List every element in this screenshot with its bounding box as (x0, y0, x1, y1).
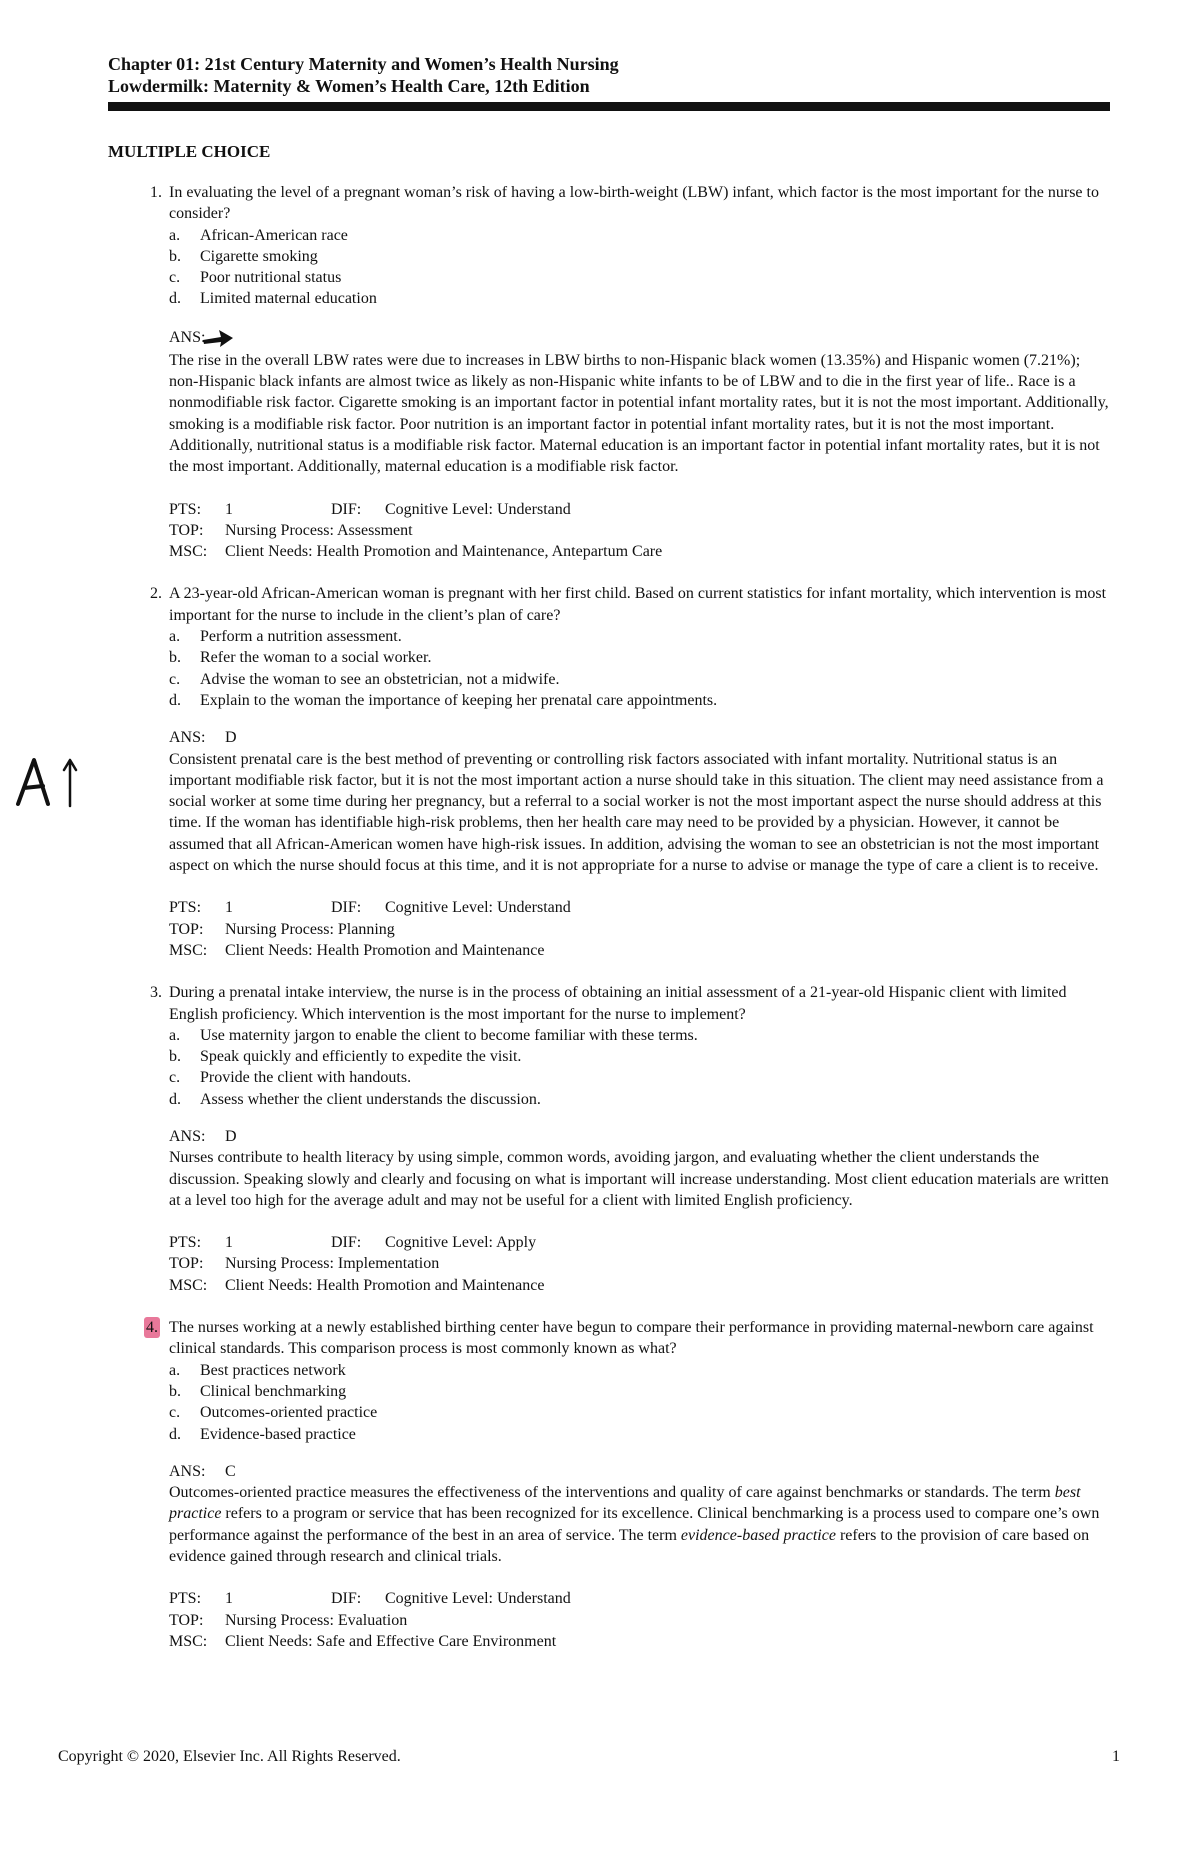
option-b (169, 1381, 1109, 1402)
page-number: 1 (1112, 1748, 1120, 1765)
answer-rationale: Nurses contribute to health literacy by using simple, common words, avoiding jargon, and evaluating whether the client understands the discussion. Speaking slowly and clearly and focusing on what is important will increase understanding. Most client education materials are written at a level too high for the average adult and may not be useful for a client with limited English proficiency. (169, 1149, 1109, 1209)
option-a (169, 626, 1109, 647)
pts-label: PTS: (169, 899, 202, 917)
top-label: TOP: (169, 920, 204, 938)
option-letter: d. (169, 1090, 181, 1108)
answer-rationale (169, 1482, 1109, 1567)
option-text: Limited maternal education (200, 290, 377, 308)
option-letter: d. (169, 691, 181, 709)
dif-label: DIF: (331, 899, 362, 917)
questions-list (0, 182, 1200, 1673)
question-stem: The nurses working at a newly established birthing center have begun to compare their performance in providing maternal-newborn care against clinical standards. This comparison process is most commonly known as what? (169, 1319, 1094, 1358)
option-text: Outcomes-oriented practice (200, 1404, 378, 1422)
option-letter: c. (169, 670, 181, 688)
option-text: Cigarette smoking (200, 247, 318, 265)
book-title: Lowdermilk: Maternity & Women’s Health Care, 12th Edition (108, 76, 590, 96)
dif-value: Cognitive Level: Understand (385, 500, 571, 518)
answer-label: ANS: (169, 1462, 206, 1480)
dif-label: DIF: (331, 500, 362, 518)
dif-label: DIF: (331, 1234, 362, 1252)
option-a (169, 1360, 1109, 1381)
top-label: TOP: (169, 521, 204, 539)
question-stem: A 23-year-old African-American woman is pregnant with her first child. Based on current statistics for infant mortality, which intervention is most important for the nurse to include in the client’s plan of care? (169, 585, 1107, 624)
question-metadata (169, 1232, 1109, 1296)
option-d (169, 1424, 1109, 1445)
msc-value: Client Needs: Safe and Effective Care Environment (225, 1632, 557, 1650)
pts-label: PTS: (169, 1590, 202, 1608)
option-c (169, 669, 1109, 690)
rationale-text: refers to a program or service that has been recognized for its excellence. Clinical benchmarking is a process used to compare one’s own performance against the performance of the best in an area of service. The term (169, 1505, 1100, 1544)
option-letter: a. (169, 628, 181, 646)
option-b (169, 647, 1109, 668)
pts-value: 1 (225, 1234, 233, 1252)
msc-label: MSC: (169, 941, 208, 959)
pts-label: PTS: (169, 1234, 202, 1252)
answer-value: D (225, 729, 237, 747)
dif-value: Cognitive Level: Apply (385, 1234, 537, 1252)
answer-value: D (225, 1127, 237, 1145)
question-metadata (169, 1588, 1109, 1652)
top-label: TOP: (169, 1611, 204, 1629)
option-text: Advise the woman to see an obstetrician, not a midwife. (200, 670, 560, 688)
option-text: Assess whether the client understands the discussion. (200, 1090, 541, 1108)
page-footer (58, 1748, 1120, 1766)
option-text: Evidence-based practice (200, 1425, 356, 1443)
option-letter: c. (169, 1404, 181, 1422)
question-metadata (169, 499, 1109, 563)
answer-label: ANS: (169, 729, 206, 747)
rationale-text: Outcomes-oriented practice measures the effectiveness of the interventions and quality of care against benchmarks or standards. The term (169, 1484, 1055, 1502)
option-a (169, 225, 1109, 246)
answer-row (169, 1461, 1109, 1482)
question-1 (0, 182, 1200, 562)
msc-value: Client Needs: Health Promotion and Maintenance, Antepartum Care (225, 543, 663, 561)
answer-rationale: Consistent prenatal care is the best method of preventing or controlling risk factors associated with infant mortality. Nutritional status is an important modifiable risk factor, but it is not the most important action a nurse should take in this situation. The client may need assistance from a social worker at some time during her pregnancy, but a referral to a social worker is not the most important aspect the nurse should address at this time. If the woman has identifiable high-risk problems, then her health care may need to be provided by a physician. However, it cannot be assumed that all African-American women have high-risk issues. In addition, advising the woman to see an obstetrician is not the most important aspect on which the nurse should focus at this time, and it is not appropriate for a nurse to advise or manage the type of care a client is to receive. (169, 750, 1104, 875)
pts-value: 1 (225, 500, 233, 518)
handwritten-annotation-icon (12, 752, 84, 810)
answer-label: ANS: (169, 1127, 206, 1145)
option-letter: d. (169, 1425, 181, 1443)
question-stem: In evaluating the level of a pregnant woman’s risk of having a low-birth-weight (LBW) infant, which factor is the most important for the nurse to consider? (169, 184, 1099, 223)
msc-value: Client Needs: Health Promotion and Maintenance (225, 941, 545, 959)
dif-value: Cognitive Level: Understand (385, 899, 571, 917)
option-text: Perform a nutrition assessment. (200, 628, 402, 646)
question-metadata (169, 897, 1109, 961)
rationale-term: best practice (169, 1484, 1081, 1523)
option-d (169, 1089, 1109, 1110)
option-letter: c. (169, 269, 181, 287)
answer-row (169, 326, 1109, 350)
option-c (169, 1067, 1109, 1088)
answer-label: ANS: (169, 329, 206, 347)
top-value: Nursing Process: Planning (225, 920, 395, 938)
msc-label: MSC: (169, 1276, 208, 1294)
answer-value: C (225, 1462, 236, 1480)
chapter-title: Chapter 01: 21st Century Maternity and Women’s Health Nursing (108, 54, 619, 74)
top-label: TOP: (169, 1255, 204, 1273)
option-text: Explain to the woman the importance of keeping her prenatal care appointments. (200, 691, 718, 709)
answer-rationale: The rise in the overall LBW rates were due to increases in LBW births to non-Hispanic black women (13.35%) and Hispanic women (7.21%); non-Hispanic black infants are almost twice as likely as non-Hispanic white infants to be of LBW and to die in the first year of life.. Race is a nonmodifiable risk factor. Cigarette smoking is an important factor in potential infant mortality rates, but it is not the most important. Additionally, smoking is a modifiable risk factor. Poor nutrition is an important factor in potential infant mortality rates, but it is not the most important. Additionally, nutritional status is a modifiable risk factor. Maternal education is an important factor in potential infant mortality rates, but it is not the most important. Additionally, maternal education is a modifiable risk factor. (169, 351, 1109, 476)
option-letter: b. (169, 1048, 181, 1066)
option-letter: c. (169, 1069, 181, 1087)
question-stem: During a prenatal intake interview, the nurse is in the process of obtaining an initial assessment of a 21-year-old Hispanic client with limited English proficiency. Which intervention is the most important for the nurse to implement? (169, 984, 1067, 1023)
question-number: 1. (150, 184, 162, 201)
top-value: Nursing Process: Evaluation (225, 1611, 408, 1629)
copyright-text: Copyright © 2020, Elsevier Inc. All Rights Reserved. (58, 1748, 401, 1765)
option-letter: b. (169, 247, 181, 265)
option-letter: a. (169, 1026, 181, 1044)
dif-value: Cognitive Level: Understand (385, 1590, 571, 1608)
question-number-highlighted: 4. (144, 1317, 160, 1338)
section-title: MULTIPLE CHOICE (108, 142, 271, 161)
option-d (169, 288, 1109, 309)
pts-value: 1 (225, 899, 233, 917)
option-letter: b. (169, 649, 181, 667)
option-c (169, 1402, 1109, 1423)
question-2 (0, 583, 1200, 961)
question-number: 2. (150, 585, 162, 603)
top-value: Nursing Process: Assessment (225, 521, 413, 539)
dif-label: DIF: (331, 1590, 362, 1608)
option-letter: d. (169, 290, 181, 308)
answer-row (169, 1126, 1109, 1147)
option-d (169, 690, 1109, 711)
option-c (169, 267, 1109, 288)
rationale-term: evidence-based practice (680, 1526, 836, 1544)
msc-label: MSC: (169, 1632, 208, 1650)
option-text: Best practices network (200, 1361, 346, 1379)
pts-label: PTS: (169, 500, 202, 518)
hand-drawn-arrow-icon (201, 326, 235, 350)
top-value: Nursing Process: Implementation (225, 1255, 440, 1273)
pts-value: 1 (225, 1590, 233, 1608)
option-letter: a. (169, 1361, 181, 1379)
header-rule (108, 102, 1110, 111)
question-4 (0, 1317, 1200, 1652)
option-text: Speak quickly and efficiently to expedite the visit. (200, 1048, 522, 1066)
answer-row (169, 727, 1109, 748)
option-text: African-American race (200, 226, 348, 244)
msc-value: Client Needs: Health Promotion and Maintenance (225, 1276, 545, 1294)
option-text: Clinical benchmarking (200, 1382, 347, 1400)
option-a (169, 1025, 1109, 1046)
question-number: 3. (150, 984, 162, 1002)
option-text: Refer the woman to a social worker. (200, 649, 432, 667)
option-letter: a. (169, 226, 181, 244)
question-3 (0, 982, 1200, 1296)
option-text: Use maternity jargon to enable the client to become familiar with these terms. (200, 1026, 698, 1044)
page-header (108, 53, 1110, 97)
option-text: Provide the client with handouts. (200, 1069, 412, 1087)
msc-label: MSC: (169, 543, 208, 561)
option-letter: b. (169, 1382, 181, 1400)
option-b (169, 246, 1109, 267)
rationale-text: refers to the provision of care based on evidence gained through research and clinical trials. (169, 1526, 1090, 1566)
option-text: Poor nutritional status (200, 269, 342, 287)
option-b (169, 1046, 1109, 1067)
